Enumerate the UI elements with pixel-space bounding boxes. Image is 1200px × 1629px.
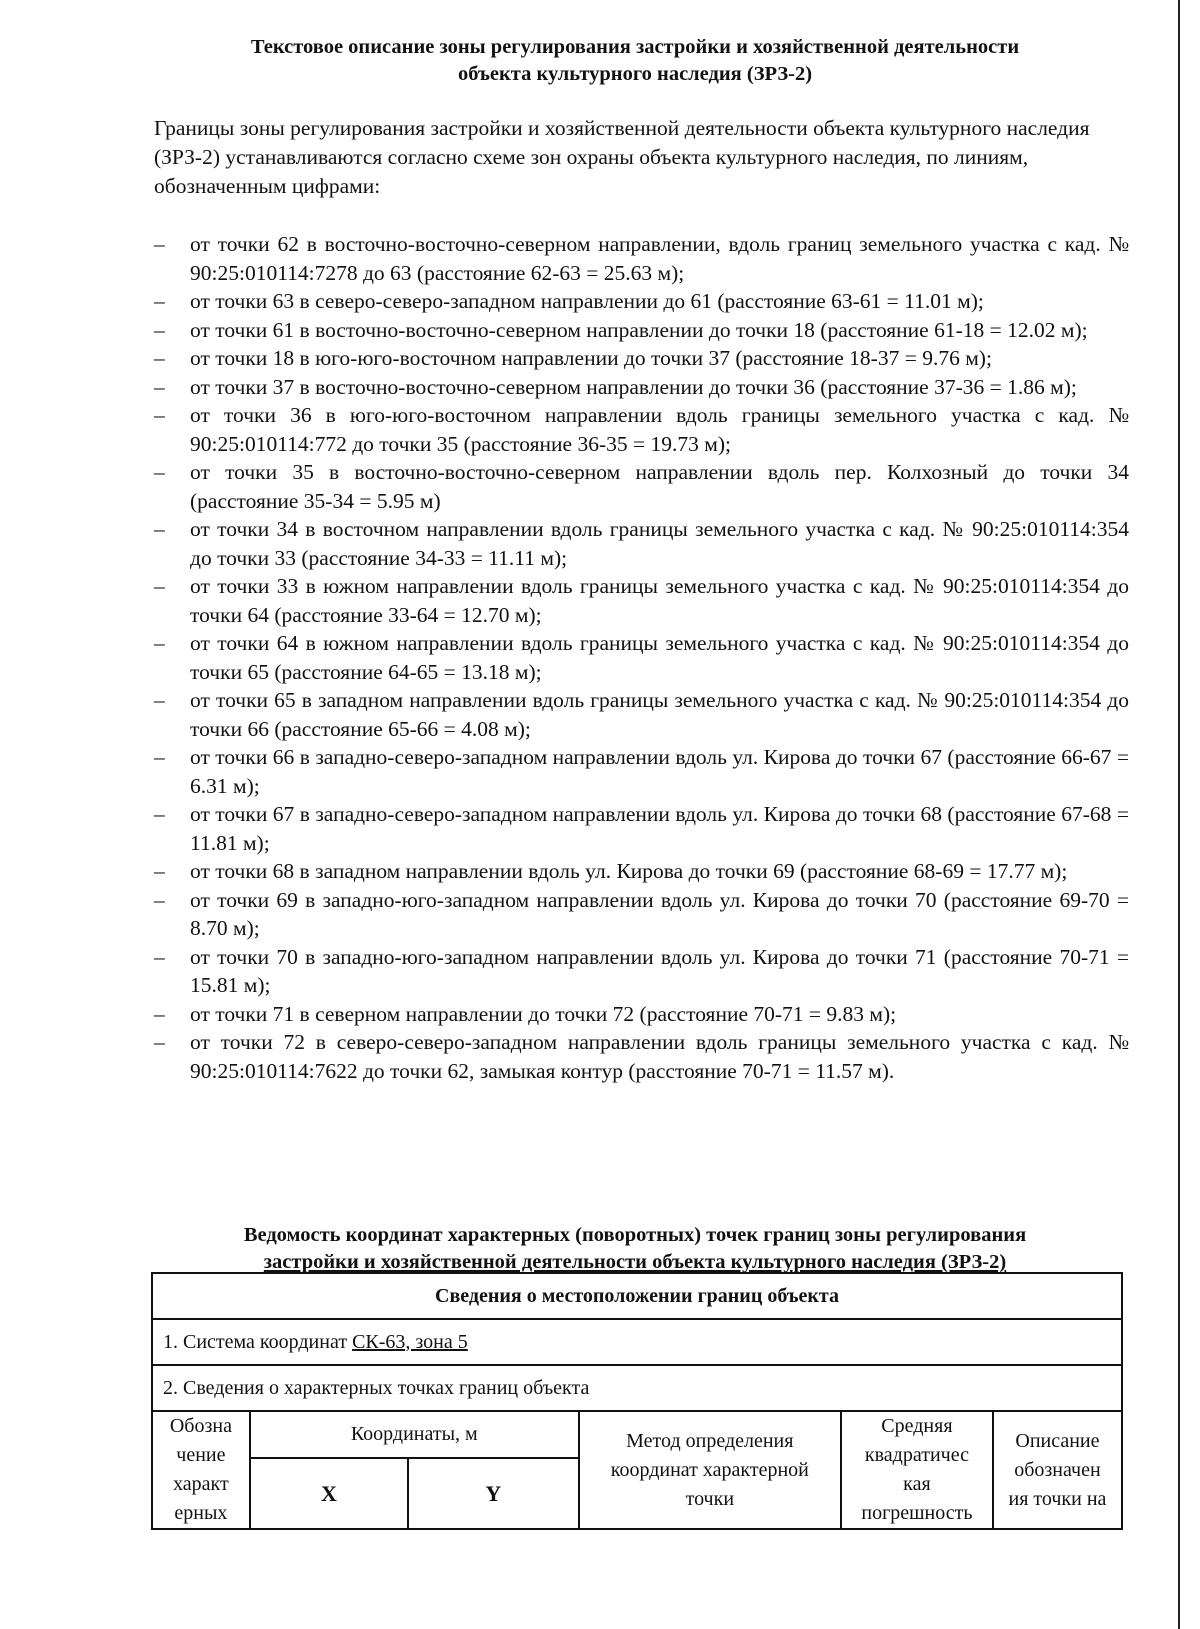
boundary-item	[154, 743, 1129, 800]
boundary-item-text: от точки 64 в южном направлении вдоль границы земельного участка с кад. № 90:25:010114:354 до точки 65 (расстояние 64-65 = 13.18 м);	[190, 631, 1129, 684]
coordinate-system-label: 1. Система координат	[163, 1330, 353, 1353]
list-dash: –	[154, 574, 165, 598]
list-dash: –	[154, 346, 165, 370]
boundary-item	[154, 1028, 1129, 1085]
list-dash: –	[154, 460, 165, 484]
boundary-description-list	[154, 230, 1129, 1085]
boundary-item-text: от точки 69 в западно-юго-западном направлении вдоль ул. Кирова до точки 70 (расстояние 69-70 = 8.70 м);	[190, 887, 1129, 940]
boundary-item-text: от точки 63 в северо-северо-западном направлении до 61 (расстояние 63-61 = 11.01 м);	[190, 289, 984, 313]
boundary-item	[154, 686, 1129, 743]
boundary-item-text: от точки 62 в восточно-восточно-северном направлении, вдоль границ земельного участка с кад. № 90:25:010114:7278 до 63 (расстояние 62-63 = 25.63 м);	[190, 232, 1129, 285]
list-dash: –	[154, 517, 165, 541]
list-dash: –	[154, 631, 165, 655]
boundary-item-text: от точки 35 в восточно-восточно-северном направлении вдоль пер. Колхозный до точки 34 (расстояние 35-34 = 5.95 м)	[190, 460, 1129, 513]
boundary-item	[154, 943, 1129, 1000]
boundary-item	[154, 800, 1129, 857]
list-dash: –	[154, 802, 165, 826]
list-dash: –	[154, 859, 165, 883]
list-dash: –	[154, 317, 165, 342]
boundary-item	[154, 458, 1129, 515]
boundary-item-text: от точки 71 в северном направлении до точки 72 (расстояние 70-71 = 9.83 м);	[190, 1001, 897, 1026]
boundary-item-text: от точки 61 в восточно-восточно-северном направлении до точки 18 (расстояние 61-18 = 12.02 м);	[190, 317, 1088, 342]
table-title	[150, 1222, 1120, 1276]
col-x: X	[250, 1458, 408, 1529]
boundary-item	[154, 316, 1129, 345]
boundary-item-text: от точки 67 в западно-северо-западном направлении вдоль ул. Кирова до точки 68 (расстояние 67-68 = 11.81 м);	[190, 802, 1129, 855]
col-coordinates: Координаты, м	[250, 1411, 579, 1458]
coordinate-system-row	[152, 1319, 1122, 1365]
list-dash: –	[154, 1001, 165, 1026]
list-dash: –	[154, 745, 165, 769]
page-edge-line	[1178, 0, 1180, 1629]
coordinate-system-value: СК-63, зона 5	[352, 1330, 468, 1353]
boundary-item-text: от точки 66 в западно-северо-западном направлении вдоль ул. Кирова до точки 67 (расстояние 66-67 = 6.31 м);	[190, 745, 1129, 798]
list-dash: –	[154, 944, 165, 969]
boundary-item	[154, 572, 1129, 629]
col-y: Y	[408, 1458, 579, 1529]
boundary-item-text: от точки 70 в западно-юго-западном направлении вдоль ул. Кирова до точки 71 (расстояние 70-71 = 15.81 м);	[190, 944, 1129, 997]
list-dash: –	[154, 1030, 165, 1054]
boundary-item	[154, 886, 1129, 943]
col-error: Средняя квадратичес кая погрешность	[841, 1411, 993, 1529]
boundary-item	[154, 629, 1129, 686]
boundary-item-text: от точки 37 в восточно-восточно-северном направлении до точки 36 (расстояние 37-36 = 1.86 м);	[190, 374, 1077, 399]
boundary-item	[154, 1000, 1129, 1029]
boundary-item-text: от точки 72 в северо-северо-западном направлении вдоль границы земельного участка с кад. № 90:25:010114:7622 до точки 62, замыкая контур (расстояние 70-71 = 11.57 м).	[190, 1030, 1129, 1083]
boundary-item	[154, 373, 1129, 402]
boundary-item-text: от точки 34 в восточном направлении вдоль границы земельного участка с кад. № 90:25:010114:354 до точки 33 (расстояние 34-33 = 11.11 м);	[190, 517, 1129, 570]
list-dash: –	[154, 887, 165, 912]
boundary-item-text: от точки 36 в юго-юго-восточном направлении вдоль границы земельного участка с кад. № 90:25:010114:772 до точки 35 (расстояние 36-35 = 19.73 м);	[190, 403, 1129, 456]
col-designation: Обозна чение характ ерных	[152, 1411, 250, 1529]
intro-paragraph: Границы зоны регулирования застройки и хозяйственной деятельности объекта культурного наследия (ЗРЗ-2) устанавливаются согласно схеме зон охраны объекта культурного наследия, по линиям, обозначенным цифрами:	[154, 116, 1090, 198]
table-title-line-2: застройки и хозяйственной деятельности объекта культурного наследия (ЗРЗ-2)	[263, 1251, 1007, 1273]
section-title-line-2: объекта культурного наследия (ЗРЗ-2)	[457, 63, 813, 85]
col-description: Описание обозначен ия точки на	[993, 1411, 1122, 1529]
boundary-item-text: от точки 68 в западном направлении вдоль ул. Кирова до точки 69 (расстояние 68-69 = 17.77 м);	[190, 859, 1068, 883]
boundary-item	[154, 401, 1129, 458]
list-dash: –	[154, 688, 165, 712]
boundary-item-text: от точки 33 в южном направлении вдоль границы земельного участка с кад. № 90:25:010114:354 до точки 64 (расстояние 33-64 = 12.70 м);	[190, 574, 1129, 627]
coordinates-table	[151, 1272, 1123, 1530]
boundary-item-text: от точки 65 в западном направлении вдоль границы земельного участка с кад. № 90:25:010114:354 до точки 66 (расстояние 65-66 = 4.08 м);	[190, 688, 1129, 741]
list-dash: –	[154, 403, 165, 427]
points-info-row: 2. Сведения о характерных точках границ объекта	[152, 1365, 1122, 1411]
boundary-item	[154, 344, 1129, 373]
boundary-item	[154, 230, 1129, 287]
col-method: Метод определения координат характерной точки	[579, 1411, 841, 1529]
section-title	[150, 34, 1120, 88]
boundary-item	[154, 287, 1129, 316]
table-title-line-1: Ведомость координат характерных (поворотных) точек границ зоны регулирования	[243, 1224, 1027, 1246]
boundary-item-text: от точки 18 в юго-юго-восточном направлении до точки 37 (расстояние 18-37 = 9.76 м);	[190, 346, 992, 370]
list-dash: –	[154, 289, 165, 313]
section-title-line-1: Текстовое описание зоны регулирования застройки и хозяйственной деятельности	[250, 36, 1020, 58]
boundary-item	[154, 857, 1129, 886]
list-dash: –	[154, 232, 165, 256]
table-header: Сведения о местоположении границ объекта	[152, 1273, 1122, 1319]
list-dash: –	[154, 374, 165, 399]
boundary-item	[154, 515, 1129, 572]
